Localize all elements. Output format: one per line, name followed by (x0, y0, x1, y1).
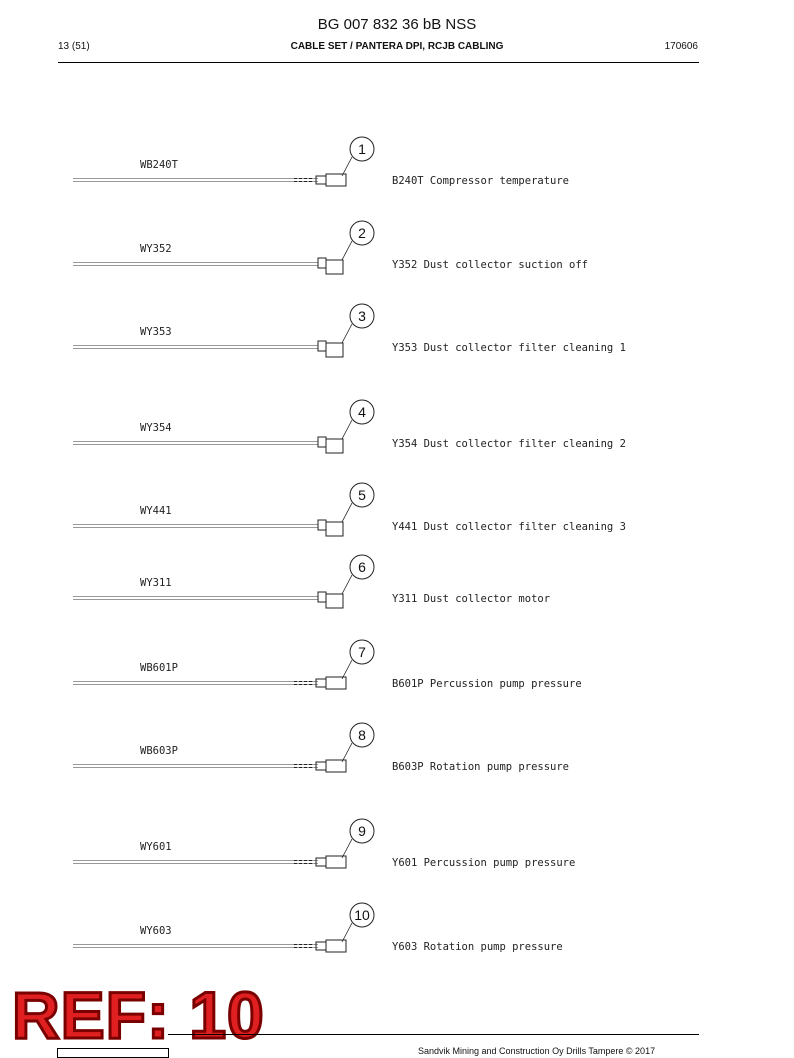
leader-line (342, 503, 352, 522)
document-title: CABLE SET / PANTERA DPI, RCJB CABLING (290, 41, 504, 52)
connector-head (326, 522, 343, 536)
connector-body (316, 762, 326, 770)
wire-label: WB240T (140, 159, 178, 171)
item-description: B603P Rotation pump pressure (392, 761, 570, 773)
item-number: 3 (358, 308, 366, 324)
cable-row (73, 221, 588, 274)
item-number: 10 (354, 907, 370, 923)
cable-row (73, 723, 569, 773)
connector-head (326, 940, 346, 952)
connector-head (326, 174, 346, 186)
item-number: 4 (358, 404, 366, 420)
item-number: 9 (358, 823, 366, 839)
cable-row (73, 483, 626, 536)
item-number: 2 (358, 225, 366, 241)
wire-label: WY352 (140, 243, 172, 255)
wire-label: WY353 (140, 326, 172, 338)
wire-label: WY311 (140, 577, 172, 589)
cable-row (73, 903, 563, 953)
wire-label: WY354 (140, 422, 172, 434)
leader-line (342, 923, 352, 942)
item-description: Y603 Rotation pump pressure (392, 941, 563, 953)
page-number: 13 (51) (58, 41, 90, 52)
wire-label: WY601 (140, 841, 172, 853)
document-number: BG 007 832 36 bB NSS (317, 16, 477, 33)
connector-head (326, 677, 346, 689)
item-number: 1 (358, 141, 366, 157)
item-description: B601P Percussion pump pressure (392, 678, 582, 690)
item-number: 7 (358, 644, 366, 660)
item-number: 5 (358, 487, 366, 503)
connector-body (318, 520, 326, 530)
item-number: 6 (358, 559, 366, 575)
footer-copyright: Sandvik Mining and Construction Oy Drills Tampere © 2017 (418, 1046, 656, 1056)
item-description: Y311 Dust collector motor (392, 593, 551, 605)
wire-label: WB603P (140, 745, 178, 757)
leader-line (342, 660, 352, 679)
footer-rule (168, 1034, 699, 1035)
connector-head (326, 594, 343, 608)
connector-head (326, 343, 343, 357)
connector-head (326, 760, 346, 772)
item-description: Y353 Dust collector filter cleaning 1 (392, 342, 626, 354)
connector-body (318, 341, 326, 351)
connector-head (326, 260, 343, 274)
connector-head (326, 439, 343, 453)
wire-label: WY603 (140, 925, 172, 937)
leader-line (342, 324, 352, 343)
document-date: 170606 (664, 41, 698, 52)
wire-label: WB601P (140, 662, 178, 674)
item-number: 8 (358, 727, 366, 743)
leader-line (342, 157, 352, 176)
connector-body (316, 858, 326, 866)
ref-stamp: REF: 10 (12, 978, 265, 1052)
cable-row (73, 819, 575, 869)
cable-row (73, 304, 626, 357)
connector-body (316, 679, 326, 687)
connector-head (326, 856, 346, 868)
leader-line (342, 575, 352, 594)
connector-body (318, 258, 326, 268)
leader-line (342, 839, 352, 858)
item-description: Y354 Dust collector filter cleaning 2 (392, 438, 626, 450)
cable-row (73, 400, 626, 453)
cable-row (73, 640, 582, 690)
cable-row (73, 555, 550, 608)
sandvik-logo (57, 1048, 169, 1058)
connector-body (318, 592, 326, 602)
item-description: Y441 Dust collector filter cleaning 3 (392, 521, 626, 533)
connector-body (318, 437, 326, 447)
leader-line (342, 241, 352, 260)
leader-line (342, 420, 352, 439)
wire-label: WY441 (140, 505, 172, 517)
connector-body (316, 176, 326, 184)
item-description: Y352 Dust collector suction off (392, 259, 588, 271)
item-description: Y601 Percussion pump pressure (392, 857, 576, 869)
item-description: B240T Compressor temperature (392, 175, 570, 187)
connector-body (316, 942, 326, 950)
leader-line (342, 743, 352, 762)
cable-row (73, 137, 569, 187)
